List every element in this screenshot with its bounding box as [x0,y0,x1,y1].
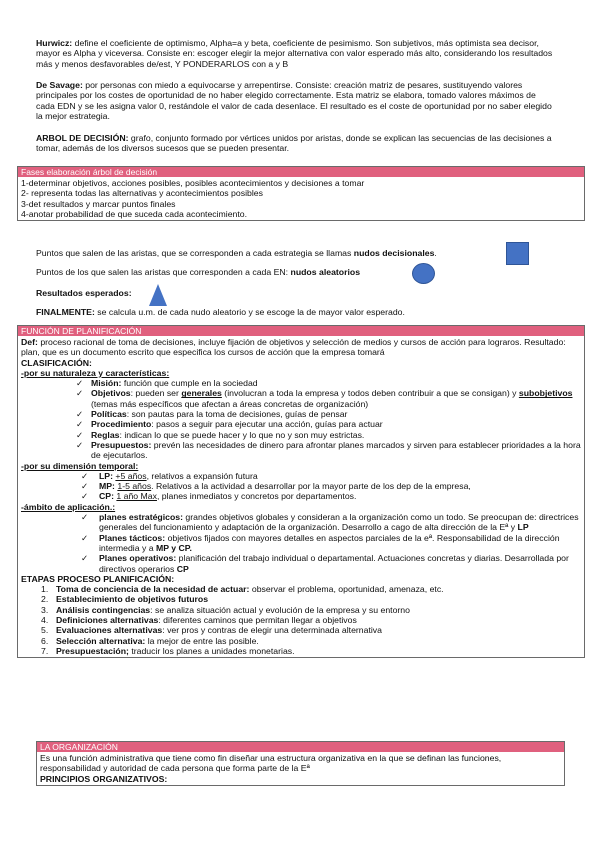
check-icon: ✓ [81,491,89,502]
savage-label: De Savage: [36,80,83,90]
temporal-heading: -por su dimensión temporal: [21,460,139,471]
etapa-item [21,636,581,646]
organizacion-text: Es una función administrativa que tiene como fin diseñar una estructura organizativa en la que se definan las funciones, responsabilidad y autoridad de cada persona que forma parte de la Eª [40,753,502,774]
resultados-esperados-term: Resultados esperados: [36,288,132,298]
mision-label: Misión: [91,378,122,389]
check-icon: ✓ [76,439,84,450]
fases-item: 1-determinar objetivos, acciones posibles, posibles acontecimientos y decisiones a tomar [21,178,365,188]
etapa-text: la mejor de entre las posible. [145,635,259,646]
nudos-aleatorios-text: Puntos de los que salen las aristas que corresponden a cada EN: [36,267,291,277]
estrategicos-lp: LP [517,522,529,533]
check-icon: ✓ [76,409,84,420]
organizacion-title: LA ORGANIZACIÓN [37,742,564,752]
etapa-item [21,605,581,615]
etapa-text: : ver pros y contras de elegir una determinada alternativa [162,625,382,636]
etapa-number: 6. [41,635,49,646]
check-icon: ✓ [81,532,89,543]
etapa-item [21,615,581,625]
etapa-text: : se analiza situación actual y evolución de la empresa y su entorno [150,604,410,615]
check-icon: ✓ [81,470,89,481]
hurwicz-text: define el coeficiente de optimismo, Alpha=a y beta, coeficiente de pesimismo. Son subjetivos, más optimista sea decisor, mayor es Alpha y viceversa. Consiste en: escoger elegir la mejor alternativa con valor esperado más alto, considerando los resultados más y menos desfavorables de/est, Y PONDERARLOS con a y B [36,38,553,69]
fases-item: 4-anotar probabilidad de que suceda cada acontecimiento. [21,208,248,219]
check-icon: ✓ [76,378,84,389]
ambito-heading: -ámbito de aplicación.: [21,501,116,512]
tacticos-label: Planes tácticos: [99,532,166,543]
operativos-label: Planes operativos: [99,553,177,564]
lp-text: , relativos a expansión futura [146,470,258,481]
lp-label: LP: [99,470,113,481]
resultados-esperados-line [36,288,132,298]
etapa-number: 4. [41,615,49,626]
fases-item: 2- representa todas las alternativas y acontecimientos posibles [21,188,263,199]
etapa-number: 1. [41,584,49,595]
operativos-text: planificación del trabajo individual o departamental. Actuaciones concretas y diarias. Desarrollada por directivos operarios [99,553,569,574]
arbol-text: grafo, conjunto formado por vértices unidos por aristas, donde se explican las secuencias de las decisiones a tomar, además de los diversos sucesos que se pueden presentar. [36,133,552,154]
fases-title: Fases elaboración árbol de decisión [18,167,584,177]
finalmente-line [36,307,405,317]
lp-range: +5 años [115,470,147,481]
nudos-aleatorios-line [36,267,360,277]
cp-item [21,491,581,501]
cp-text: , planes inmediatos y concretos por departamentos. [156,491,357,502]
etapa-number: 7. [41,645,49,656]
etapa-label: Toma de conciencia de la necesidad de actuar: [56,584,250,595]
reglas-text: : indican lo que se puede hacer y lo que no y son muy estrictas. [119,429,365,440]
def-paragraph [21,337,581,358]
etapa-label: Establecimiento de objetivos futuros [56,594,209,605]
finalmente-text: se calcula u.m. de cada nudo aleatorio y se escoge la de mayor valor esperado. [94,307,405,317]
check-icon: ✓ [81,481,89,492]
etapa-label: Análisis contingencias [56,604,151,615]
objetivos-text: (involucran a toda la empresa y todos deben contribuir a que se consigan) y [221,388,519,399]
def-text: proceso racional de toma de decisiones, incluye fijación de objetivos y selección de medios y cursos de acción para lograros. Resultado: plan, que es un documento escrito que especifica los cursos de acción que la empresa tomará [21,337,566,358]
result-triangle-icon [149,284,167,306]
tacticos-text: objetivos fijados con mayores detalles en aspectos parciales de la eª. Responsabilidad de la dirección intermedia y a [99,532,560,553]
mision-text: función que cumple en la sociedad [121,378,258,389]
arbol-paragraph [36,133,556,154]
etapa-item [21,625,581,635]
principios-heading: PRINCIPIOS ORGANIZATIVOS: [40,773,168,784]
reglas-label: Reglas [91,429,120,440]
etapa-label: Definiciones alternativas [56,615,159,626]
objetivos-item [21,388,581,409]
etapa-number: 3. [41,604,49,615]
etapas-heading: ETAPAS PROCESO PLANIFICACIÓN: [21,573,175,584]
cp-range: 1 año Max [116,491,157,502]
etapa-text: : diferentes caminos que permitan llegar a objetivos [158,615,357,626]
etapa-number: 2. [41,594,49,605]
tacticos-item [21,533,581,554]
procedimiento-text: : pasos a seguir para ejecutar una acción, guías para actuar [151,419,383,430]
tacticos-mpcp: MP y CP. [155,542,192,553]
etapa-item [21,646,581,656]
etapa-number: 5. [41,625,49,636]
clasificacion-heading: CLASIFICACIÓN: [21,357,92,368]
nudos-decisionales-line [36,248,437,258]
politicas-item [21,409,581,419]
cp-label: CP: [99,491,114,502]
check-icon: ✓ [81,553,89,564]
estrategicos-item [21,512,581,533]
planificacion-box [17,325,585,658]
savage-text: por personas con miedo a equivocarse y arrepentirse. Consiste: creación matriz de pesares, sustituyendo valores principales por los costes de oportunidad de no haber elegido correctamente. Esta matriz se elabora, tomado valores máximos de cada EDN y se les asigna valor 0, restándole el valor de cada desenlace. El resultado es el coste de oportunidad por no saber elegido la mejor estrategia. [36,80,552,122]
objetivos-text: : pueden ser [130,388,182,399]
arbol-label: ARBOL DE DECISIÓN: [36,133,129,143]
decision-node-square-icon [506,242,529,265]
etapa-label: Selección alternativa: [56,635,146,646]
check-icon: ✓ [76,429,84,440]
mp-text: . Relativos a la actividad a desarrollar por la mayor parte de los dep de la empresa, [151,481,471,492]
subobjetivos-term: subobjetivos [518,388,573,399]
estrategicos-text: grandes objetivos globales y consideran a la organización como un todo. Se preocupan de: directrices generales del funcionamiento y adaptación de la organización. Desarrollo a cago de alta dirección de la Eª y [99,512,579,533]
reglas-item [21,430,581,440]
nudos-decisionales-term: nudos decisionales [353,248,435,258]
check-icon: ✓ [76,388,84,399]
presupuestos-text: prevén las necesidades de dinero para afrontar planes marcados y sirven para establecer prioridades a la hora de ejecutarlos. [91,439,581,461]
mp-item [21,481,581,491]
random-node-circle-icon [412,263,435,284]
etapa-label: Evaluaciones alternativas [56,625,163,636]
etapa-label: Presupuestación; [56,645,129,656]
politicas-text: : son pautas para la toma de decisiones, guías de pensar [126,409,348,420]
mp-range: 1-5 años [117,481,152,492]
check-icon: ✓ [81,512,89,523]
naturaleza-heading: -por su naturaleza y características: [21,367,170,378]
hurwicz-paragraph [36,38,556,69]
organizacion-box [36,741,565,786]
check-icon: ✓ [76,419,84,430]
nudos-aleatorios-term: nudos aleatorios [290,267,361,277]
objetivos-text: (temas más específicos que afectan a áreas concretas de organización) [91,398,369,409]
fases-box [17,166,585,221]
planificacion-title: FUNCIÓN DE PLANIFICACIÓN [18,326,584,336]
hurwicz-label: Hurwicz: [36,38,73,48]
etapa-text: traducir los planes a unidades monetarias. [128,645,295,656]
etapa-item [21,584,581,594]
nudos-decisionales-end: . [434,248,437,258]
lp-item [21,471,581,481]
operativos-item [21,553,581,574]
etapa-item [21,594,581,604]
mision-item [21,378,581,388]
procedimiento-label: Procedimiento [91,419,152,430]
procedimiento-item [21,419,581,429]
estrategicos-label: planes estratégicos: [99,512,184,523]
presupuestos-label: Presupuestos: [91,439,152,450]
objetivos-label: Objetivos [91,388,131,399]
operativos-cp: CP [176,563,189,574]
fases-item: 3-det resultados y marcar puntos finales [21,198,176,209]
mp-label: MP: [99,481,115,492]
savage-paragraph [36,80,556,122]
generales-term: generales [181,388,222,399]
presupuestos-item [21,440,581,461]
etapa-text: observar el problema, oportunidad, amenaza, etc. [249,584,444,595]
finalmente-label: FINALMENTE: [36,307,95,317]
nudos-decisionales-text: Puntos que salen de las aristas, que se corresponden a cada estrategia se llamas [36,248,354,258]
def-label: Def: [21,337,38,347]
politicas-label: Políticas [91,409,127,420]
